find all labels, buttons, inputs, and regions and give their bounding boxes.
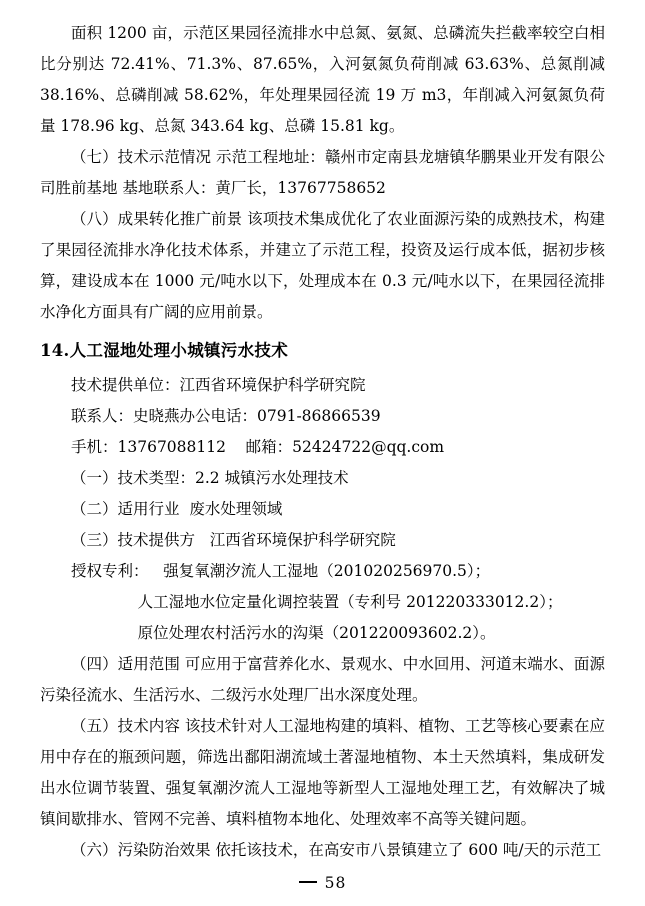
paragraph-item-5: （五）技术内容 该技术针对人工湿地构建的填料、植物、工艺等核心要素在应用中存在的瓶颈问题，筛选出鄱阳湖流域土著湿地植物、本土天然填料，集成研发出水位调节装置、强复氧潮汐流人工湿地等新型人工湿地处理工艺，有效解决了城镇间歇排水、管网不完善、填料植物本地化、处理效率不高等关键问题。 <box>40 717 605 828</box>
line-patent-3: 原位处理农村活污水的沟渠（201220093602.2）。 <box>137 624 496 642</box>
line-patent-label: 授权专利： 强复氧潮汐流人工湿地（201020256970.5）； <box>71 562 491 580</box>
line-applicable-industry: （二）适用行业 废水处理领域 <box>71 500 283 518</box>
page-footer <box>0 874 645 892</box>
paragraph-item-6: （六）污染防治效果 依托该技术，在高安市八景镇建立了 600 吨/天的示范工 <box>71 841 602 859</box>
paragraph-item-4: （四）适用范围 可应用于富营养化水、景观水、中水回用、河道末端水、面源污染径流水、生活污水、二级污水处理厂出水深度处理。 <box>40 655 605 704</box>
paragraph-area-stats: 面积 1200 亩，示范区果园径流排水中总氮、氨氮、总磷流失拦截率较空白相比分别达 72.41%、71.3%、87.65%，入河氨氮负荷削减 63.63%、总氮削减 38.16%、总磷削减 58.62%，年处理果园径流 19 万 m3，年削减入河氨氮负荷量 178.96 kg、总氮 343.64 kg、总磷 15.81 kg。 <box>40 24 605 135</box>
line-contact: 联系人：史晓燕办公电话：0791-86866539 <box>71 407 381 425</box>
line-provider: 技术提供单位：江西省环境保护科学研究院 <box>71 376 366 394</box>
section-heading: 14.人工湿地处理小城镇污水技术 <box>40 341 289 360</box>
line-patent-2: 人工湿地水位定量化调控装置（专利号 201220333012.2）； <box>137 593 563 611</box>
paragraph-item-8: （八）成果转化推广前景 该项技术集成优化了农业面源污染的成熟技术，构建了果园径流排水净化技术体系，并建立了示范工程，投资及运行成本低，据初步核算，建设成本在 1000 元/吨水以下，处理成本在 0.3 元/吨水以下，在果园径流排水净化方面具有广阔的应用前景。 <box>40 210 605 321</box>
footer-dash-icon <box>299 881 317 883</box>
line-technology-type: （一）技术类型：2.2 城镇污水处理技术 <box>71 469 349 487</box>
line-technology-provider: （三）技术提供方 江西省环境保护科学研究院 <box>71 531 396 549</box>
page-number: 58 <box>324 874 347 892</box>
line-mobile: 手机：13767088112 邮箱：52424722@qq.com <box>71 438 445 456</box>
paragraph-item-7: （七）技术示范情况 示范工程地址：赣州市定南县龙塘镇华鹏果业开发有限公司胜前基地 基地联系人：黄厂长，13767758652 <box>40 148 605 197</box>
